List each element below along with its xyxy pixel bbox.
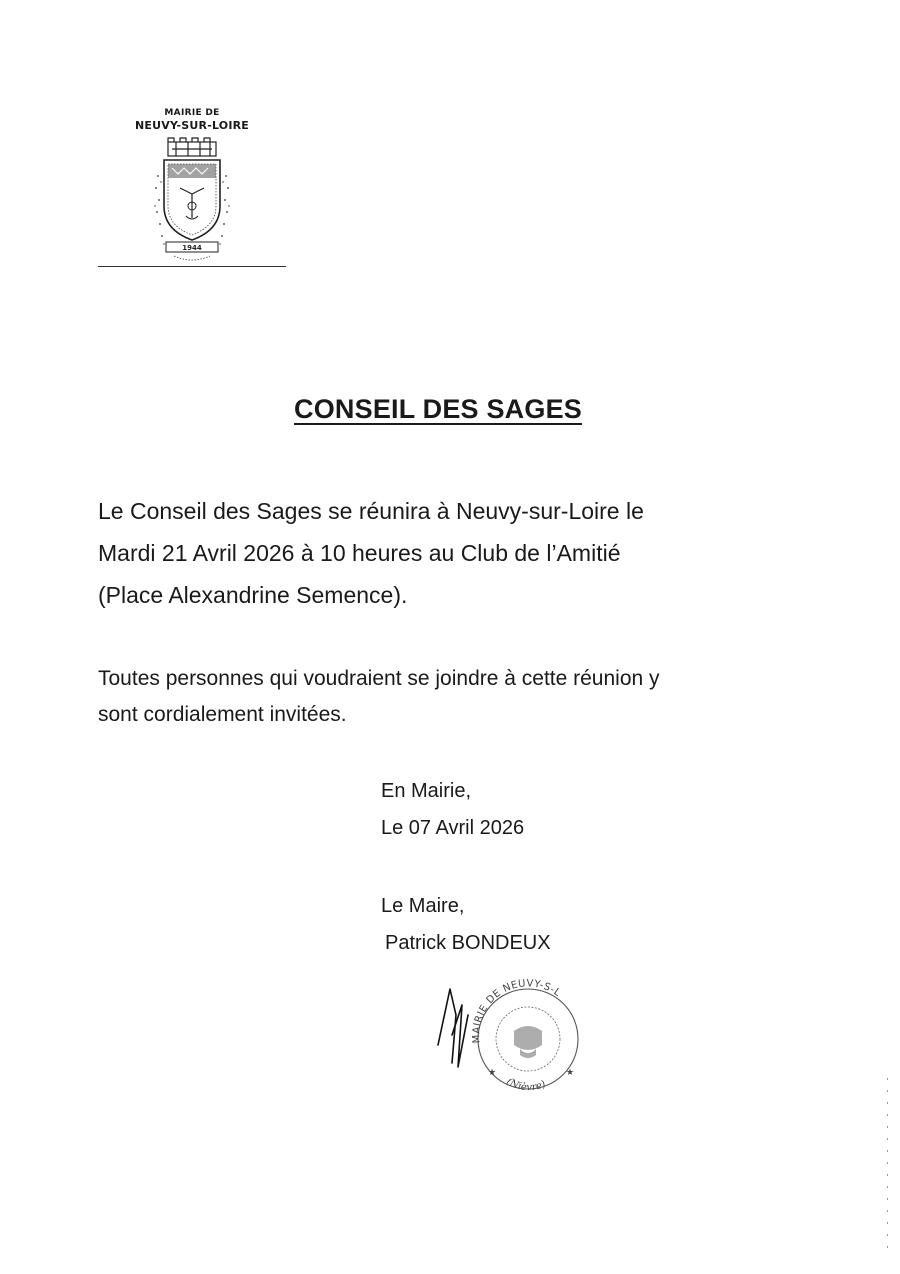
scan-artifact bbox=[886, 1078, 890, 1258]
closing-date: Le 07 Avril 2026 bbox=[381, 817, 525, 839]
stamp-star-icon: ★ bbox=[566, 1067, 575, 1077]
logo-line1: MAIRIE DE bbox=[164, 108, 220, 118]
signatory-name: Patrick BONDEUX bbox=[385, 932, 551, 954]
crest-year: 1944 bbox=[182, 244, 202, 252]
signatory-role: Le Maire, bbox=[381, 895, 465, 917]
document-title: CONSEIL DES SAGES bbox=[294, 394, 582, 424]
invitation-line: Toutes personnes qui voudraient se joindre à cette réunion y bbox=[98, 667, 660, 690]
signature-and-stamp bbox=[428, 975, 598, 1105]
stamp-bottom-text: (Nièvre) bbox=[504, 1076, 548, 1094]
letterhead-logo bbox=[128, 108, 256, 268]
stamp-star-icon: ★ bbox=[488, 1067, 497, 1077]
announcement-line: Le Conseil des Sages se réunira à Neuvy-sur-Loire le bbox=[98, 498, 644, 524]
announcement-line: Mardi 21 Avril 2026 à 10 heures au Club de l’Amitié bbox=[98, 540, 621, 566]
official-stamp bbox=[471, 978, 578, 1093]
logo-line2: NEUVY-SUR-LOIRE bbox=[134, 119, 249, 132]
invitation-paragraph bbox=[98, 661, 798, 733]
handwritten-signature bbox=[438, 989, 468, 1067]
svg-text:(Nièvre) bbox=[504, 1076, 547, 1093]
coat-of-arms-icon bbox=[152, 136, 232, 266]
letterhead-divider bbox=[98, 266, 286, 267]
announcement-paragraph bbox=[98, 490, 798, 616]
closing-place: En Mairie, bbox=[381, 780, 472, 802]
invitation-line: sont cordialement invitées. bbox=[98, 703, 347, 726]
stamp-top-text: MAIRIE DE NEUVY-S-L bbox=[471, 978, 563, 1044]
announcement-line: (Place Alexandrine Semence). bbox=[98, 582, 408, 608]
